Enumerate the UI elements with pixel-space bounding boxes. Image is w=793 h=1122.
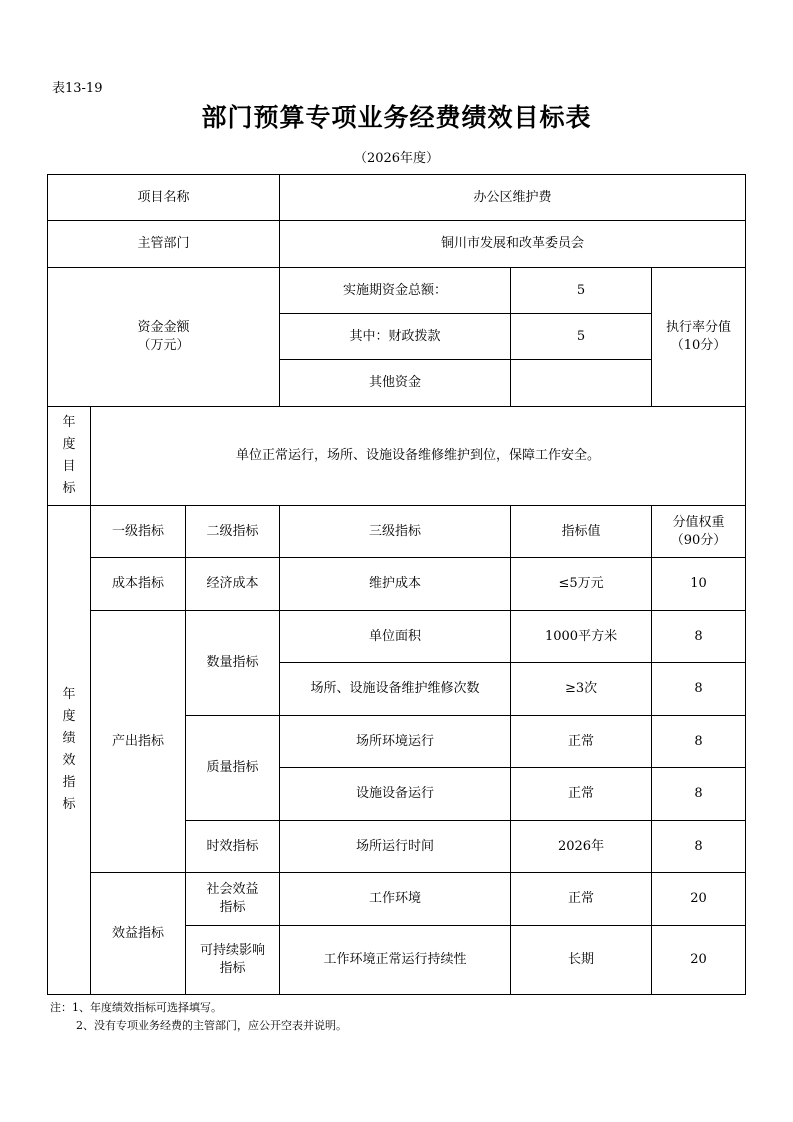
funds-other-label: 其他资金 [280, 360, 511, 407]
annual-goal-row [48, 407, 746, 506]
execution-rate-line2: （10分） [670, 338, 727, 353]
cost-level1: 成本指标 [91, 558, 186, 611]
indicator-name: 设施设备运行 [280, 768, 511, 821]
funds-label [48, 268, 280, 407]
footnote-2: 2、没有专项业务经费的主管部门，应公开空表并说明。 [76, 1019, 347, 1032]
indicator-weight: 8 [652, 716, 746, 768]
social-level2 [186, 873, 280, 926]
indicator-weight: 20 [652, 873, 746, 926]
cost-level2: 经济成本 [186, 558, 280, 611]
indicator-value: 正常 [511, 768, 652, 821]
indicator-name: 场所环境运行 [280, 716, 511, 768]
header-weight-line2: （90分） [670, 532, 727, 548]
indicator-name: 工作环境 [280, 873, 511, 926]
indicator-weight: 8 [652, 768, 746, 821]
indicator-value: 正常 [511, 873, 652, 926]
indicator-weight: 20 [652, 926, 746, 995]
indicator-name: 维护成本 [280, 558, 511, 611]
department-row [48, 221, 746, 268]
indicator-name: 场所运行时间 [280, 821, 511, 873]
indicator-name: 工作环境正常运行持续性 [280, 926, 511, 995]
output-level1: 产出指标 [91, 611, 186, 873]
department-value: 铜川市发展和改革委员会 [280, 221, 746, 268]
header-level2: 二级指标 [186, 506, 280, 558]
indicator-weight: 8 [652, 663, 746, 716]
performance-target-table [47, 174, 746, 995]
annual-goal-text: 单位正常运行，场所、设施设备维修维护到位，保障工作安全。 [91, 407, 746, 506]
header-level3: 三级指标 [280, 506, 511, 558]
indicator-value: 长期 [511, 926, 652, 995]
indicator-name: 单位面积 [280, 611, 511, 663]
indicator-name: 场所、设施设备维护维修次数 [280, 663, 511, 716]
indicator-value: ≥3次 [511, 663, 652, 716]
department-label: 主管部门 [48, 221, 280, 268]
benefit-level1: 效益指标 [91, 873, 186, 995]
funds-total-row [48, 268, 746, 314]
fiscal-year: （2026年度） [353, 151, 440, 166]
project-name-row [48, 175, 746, 221]
funds-fiscal-label: 其中：财政拨款 [280, 314, 511, 360]
header-weight-line1: 分值权重 [672, 514, 725, 530]
indicator-header-row [48, 506, 746, 558]
funds-label-line2: （万元） [137, 338, 190, 353]
indicator-value: ≤5万元 [511, 558, 652, 611]
funds-total-label: 实施期资金总额： [280, 268, 511, 314]
funds-fiscal-value: 5 [511, 314, 652, 360]
indicator-weight: 8 [652, 611, 746, 663]
project-name-label: 项目名称 [48, 175, 280, 221]
funds-other-value [511, 360, 652, 407]
table-row [48, 611, 746, 663]
sustain-level2-line1: 可持续影响 [200, 943, 266, 958]
social-level2-line1: 社会效益 [206, 882, 259, 897]
quantity-level2: 数量指标 [186, 611, 280, 716]
table-row [48, 873, 746, 926]
funds-total-value: 5 [511, 268, 652, 314]
funds-label-line1: 资金金额 [137, 320, 190, 335]
page-title: 部门预算专项业务经费绩效目标表 [201, 103, 592, 132]
indicator-value: 1000平方米 [511, 611, 652, 663]
project-name-value: 办公区维护费 [280, 175, 746, 221]
indicator-section-label: 年度绩效指标 [48, 506, 91, 995]
indicator-value: 正常 [511, 716, 652, 768]
footnote-1: 注：1、年度绩效指标可选择填写。 [50, 1001, 222, 1014]
social-level2-line2: 指标 [219, 900, 246, 915]
execution-rate-score [652, 268, 746, 407]
sustain-level2-line2: 指标 [219, 961, 246, 976]
quality-level2: 质量指标 [186, 716, 280, 821]
header-level1: 一级指标 [91, 506, 186, 558]
sustain-level2 [186, 926, 280, 995]
footnotes [50, 999, 347, 1035]
execution-rate-line1: 执行率分值 [666, 320, 732, 335]
header-value: 指标值 [511, 506, 652, 558]
header-weight [652, 506, 746, 558]
annual-goal-label: 年度目标 [48, 407, 91, 506]
timeliness-level2: 时效指标 [186, 821, 280, 873]
indicator-value: 2026年 [511, 821, 652, 873]
indicator-weight: 10 [652, 558, 746, 611]
table-row [48, 558, 746, 611]
indicator-weight: 8 [652, 821, 746, 873]
table-number: 表13-19 [52, 81, 103, 96]
